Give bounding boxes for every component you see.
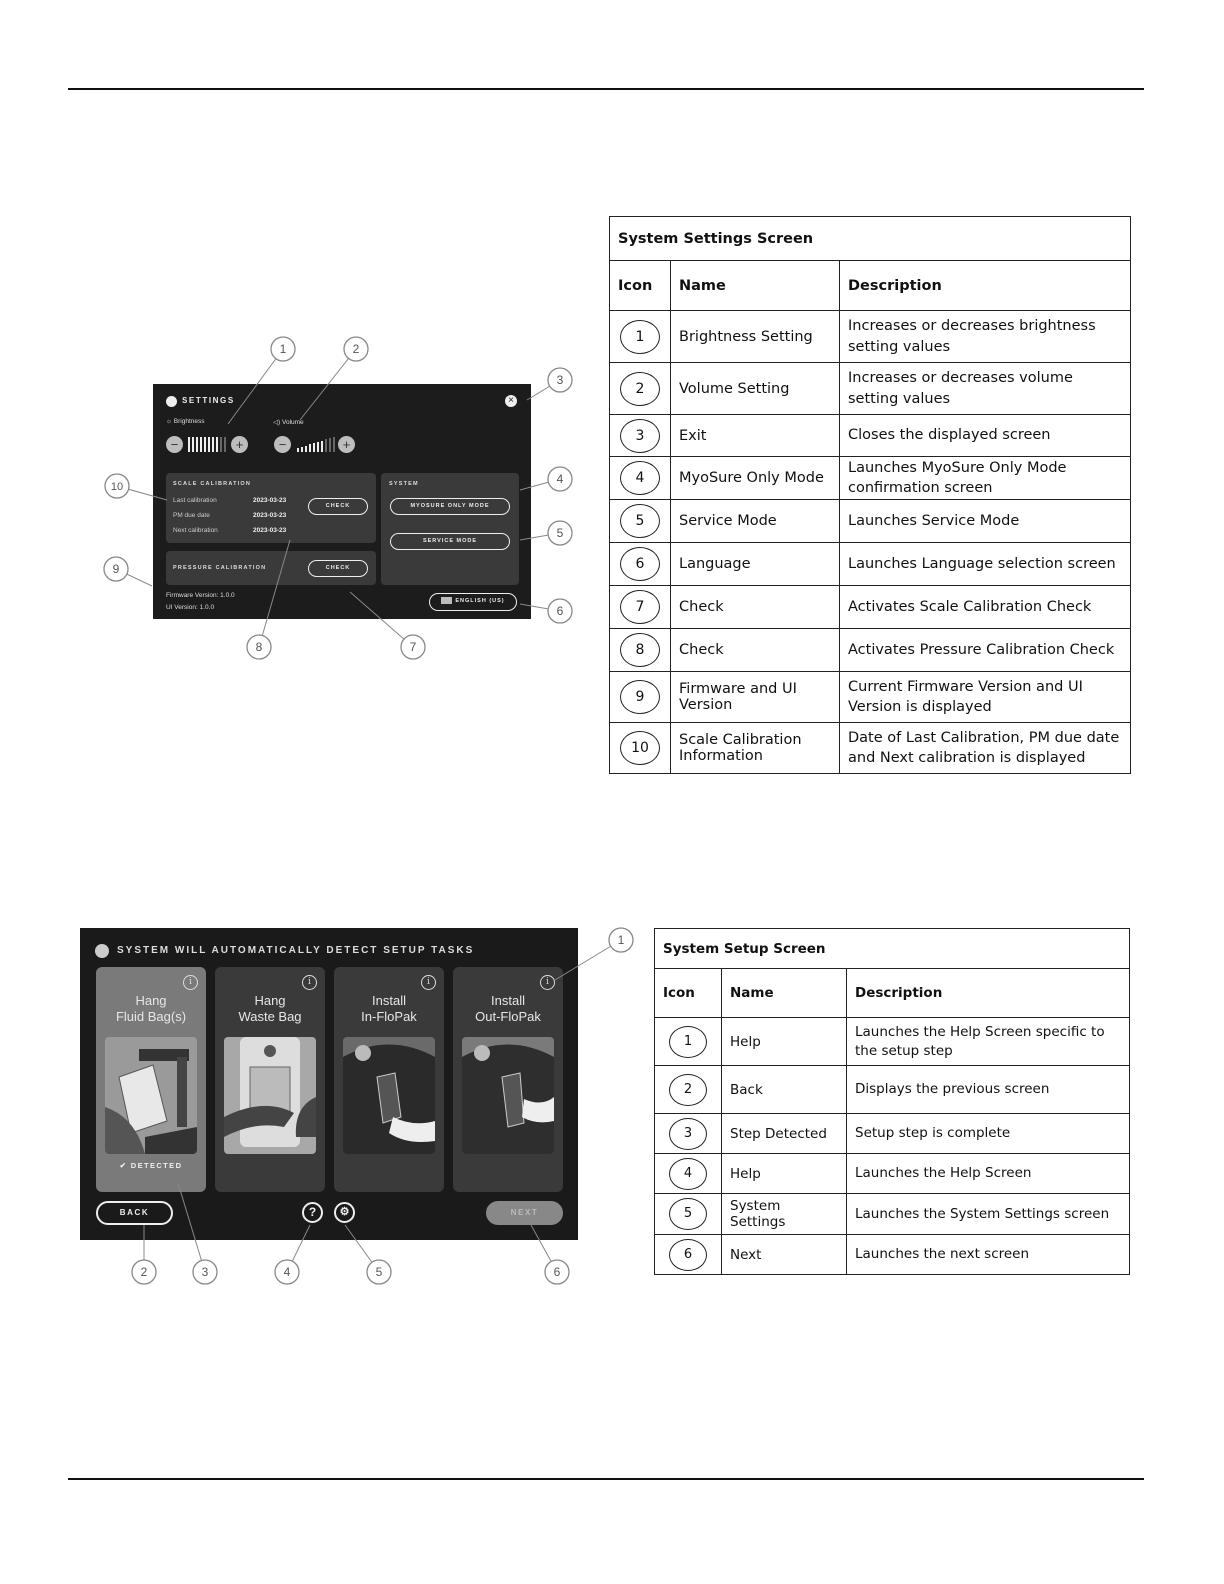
row-name: MyoSure Only Mode <box>671 457 840 500</box>
volume-label: ◁) Volume <box>273 419 304 426</box>
row-description: Increases or decreases brightness setting values <box>840 311 1131 363</box>
settings-callout-number: 8 <box>255 640 263 654</box>
speaker-icon: ◁) <box>273 419 281 426</box>
row-description: Launches the Help Screen <box>847 1154 1130 1194</box>
pressure-calibration-title: PRESSURE CALIBRATION <box>173 565 267 571</box>
sun-icon: ☼ <box>166 418 172 425</box>
header-name: Name <box>722 969 847 1018</box>
row-name: Help <box>722 1154 847 1194</box>
callout-number-icon: 2 <box>620 372 660 406</box>
row-description: Current Firmware Version and UI Version is displayed <box>840 672 1131 723</box>
next-calibration-label: Next calibration <box>173 527 218 534</box>
settings-callout-number: 5 <box>556 526 564 540</box>
last-calibration-value: 2023-03-23 <box>253 497 287 504</box>
setup-callout-number: 3 <box>201 1265 209 1279</box>
ui-version: UI Version: 1.0.0 <box>166 604 215 611</box>
info-icon[interactable]: i <box>540 975 555 990</box>
setup-title: SYSTEM WILL AUTOMATICALLY DETECT SETUP TASKS <box>117 945 475 956</box>
brightness-minus-button[interactable]: − <box>166 436 183 453</box>
row-name: System Settings <box>722 1194 847 1235</box>
detected-badge: ✔ DETECTED <box>119 1161 183 1170</box>
callout-number-icon: 7 <box>620 590 660 624</box>
settings-callout-number: 7 <box>409 640 417 654</box>
language-button[interactable]: ENGLISH (US) <box>429 593 517 611</box>
callout-number-icon: 9 <box>620 680 660 714</box>
myosure-only-mode-button[interactable]: MYOSURE ONLY MODE <box>390 498 510 515</box>
row-name: Help <box>722 1018 847 1066</box>
row-description: Increases or decreases volume setting values <box>840 363 1131 415</box>
row-description: Launches the Help Screen specific to the setup step <box>847 1018 1130 1066</box>
callout-number-icon: 1 <box>669 1026 707 1058</box>
callout-number-icon: 5 <box>620 504 660 538</box>
row-name: Check <box>671 629 840 672</box>
row-name: Firmware and UI Version <box>671 672 840 723</box>
brightness-plus-button[interactable]: + <box>231 436 248 453</box>
settings-callout-number: 1 <box>279 342 287 356</box>
row-description: Closes the displayed screen <box>840 415 1131 457</box>
scale-check-button[interactable]: CHECK <box>308 498 368 515</box>
row-description: Activates Scale Calibration Check <box>840 586 1131 629</box>
info-icon[interactable]: i <box>302 975 317 990</box>
last-calibration-label: Last calibration <box>173 497 217 504</box>
settings-callout-number: 6 <box>556 604 564 618</box>
settings-callout-number: 9 <box>112 562 120 576</box>
callout-number-icon: 3 <box>669 1118 707 1150</box>
setup-callout-number: 4 <box>283 1265 291 1279</box>
callout-number-icon: 6 <box>669 1239 707 1271</box>
settings-callout-number: 2 <box>352 342 360 356</box>
callout-number-icon: 6 <box>620 547 660 581</box>
pm-due-date-value: 2023-03-23 <box>253 512 287 519</box>
header-icon: Icon <box>655 969 722 1018</box>
row-name: Scale Calibration Information <box>671 723 840 774</box>
close-icon[interactable]: × <box>505 395 517 407</box>
next-button[interactable]: NEXT <box>486 1201 563 1225</box>
info-icon[interactable]: i <box>421 975 436 990</box>
table-title: System Settings Screen <box>610 217 1131 261</box>
row-name: Language <box>671 543 840 586</box>
row-name: Brightness Setting <box>671 311 840 363</box>
next-calibration-value: 2023-03-23 <box>253 527 287 534</box>
callout-number-icon: 2 <box>669 1074 707 1106</box>
row-description: Launches the next screen <box>847 1235 1130 1275</box>
row-name: Back <box>722 1066 847 1114</box>
row-name: Volume Setting <box>671 363 840 415</box>
brightness-label: ☼ Brightness <box>166 418 205 425</box>
setup-callout-number: 5 <box>375 1265 383 1279</box>
check-circle-icon: ✔ <box>119 1161 128 1170</box>
info-icon[interactable]: i <box>183 975 198 990</box>
callout-number-icon: 4 <box>620 461 660 495</box>
scale-calibration-title: SCALE CALIBRATION <box>173 481 252 487</box>
callout-number-icon: 8 <box>620 633 660 667</box>
settings-callout-number: 3 <box>556 373 564 387</box>
row-name: Service Mode <box>671 500 840 543</box>
row-description: Activates Pressure Calibration Check <box>840 629 1131 672</box>
header-description: Description <box>847 969 1130 1018</box>
table-title: System Setup Screen <box>655 929 1130 969</box>
system-title: SYSTEM <box>389 481 419 487</box>
volume-minus-button[interactable]: − <box>274 436 291 453</box>
header-description: Description <box>840 261 1131 311</box>
setup-callout-number: 6 <box>553 1265 561 1279</box>
pressure-check-button[interactable]: CHECK <box>308 560 368 577</box>
row-description: Launches the System Settings screen <box>847 1194 1130 1235</box>
callout-number-icon: 4 <box>669 1158 707 1190</box>
row-description: Launches Service Mode <box>840 500 1131 543</box>
row-description: Setup step is complete <box>847 1114 1130 1154</box>
row-description: Launches Language selection screen <box>840 543 1131 586</box>
settings-gear-icon[interactable]: ⚙ <box>334 1202 355 1223</box>
row-description: Launches MyoSure Only Mode confirmation screen <box>840 457 1131 500</box>
header-icon: Icon <box>610 261 671 311</box>
callout-number-icon: 1 <box>620 320 660 354</box>
row-name: Step Detected <box>722 1114 847 1154</box>
service-mode-button[interactable]: SERVICE MODE <box>390 533 510 550</box>
callout-number-icon: 5 <box>669 1198 707 1230</box>
card-title: Hang Waste Bag <box>238 993 302 1024</box>
volume-plus-button[interactable]: + <box>338 436 355 453</box>
back-button[interactable]: BACK <box>96 1201 173 1225</box>
row-name: Exit <box>671 415 840 457</box>
row-description: Displays the previous screen <box>847 1066 1130 1114</box>
card-title: Install In-FloPak <box>361 993 417 1024</box>
setup-callout-number: 2 <box>140 1265 148 1279</box>
card-title: Install Out-FloPak <box>475 993 541 1024</box>
header-name: Name <box>671 261 840 311</box>
row-name: Check <box>671 586 840 629</box>
firmware-version: Firmware Version: 1.0.0 <box>166 592 235 599</box>
card-title: Hang Fluid Bag(s) <box>115 993 187 1024</box>
settings-leader-line <box>259 540 290 647</box>
row-name: Next <box>722 1235 847 1275</box>
help-button[interactable]: ? <box>302 1202 323 1223</box>
setup-leader-line <box>178 1183 205 1272</box>
row-description: Date of Last Calibration, PM due date and Next calibration is displayed <box>840 723 1131 774</box>
settings-leader-line <box>300 349 356 420</box>
pm-due-date-label: PM due date <box>173 512 210 519</box>
settings-callout-number: 10 <box>110 481 124 493</box>
settings-callout-number: 4 <box>556 472 564 486</box>
callout-number-icon: 3 <box>620 419 660 453</box>
callout-number-icon: 10 <box>620 731 660 765</box>
settings-title: SETTINGS <box>182 396 235 405</box>
settings-leader-line <box>228 349 283 424</box>
setup-callout-number: 1 <box>617 933 625 947</box>
